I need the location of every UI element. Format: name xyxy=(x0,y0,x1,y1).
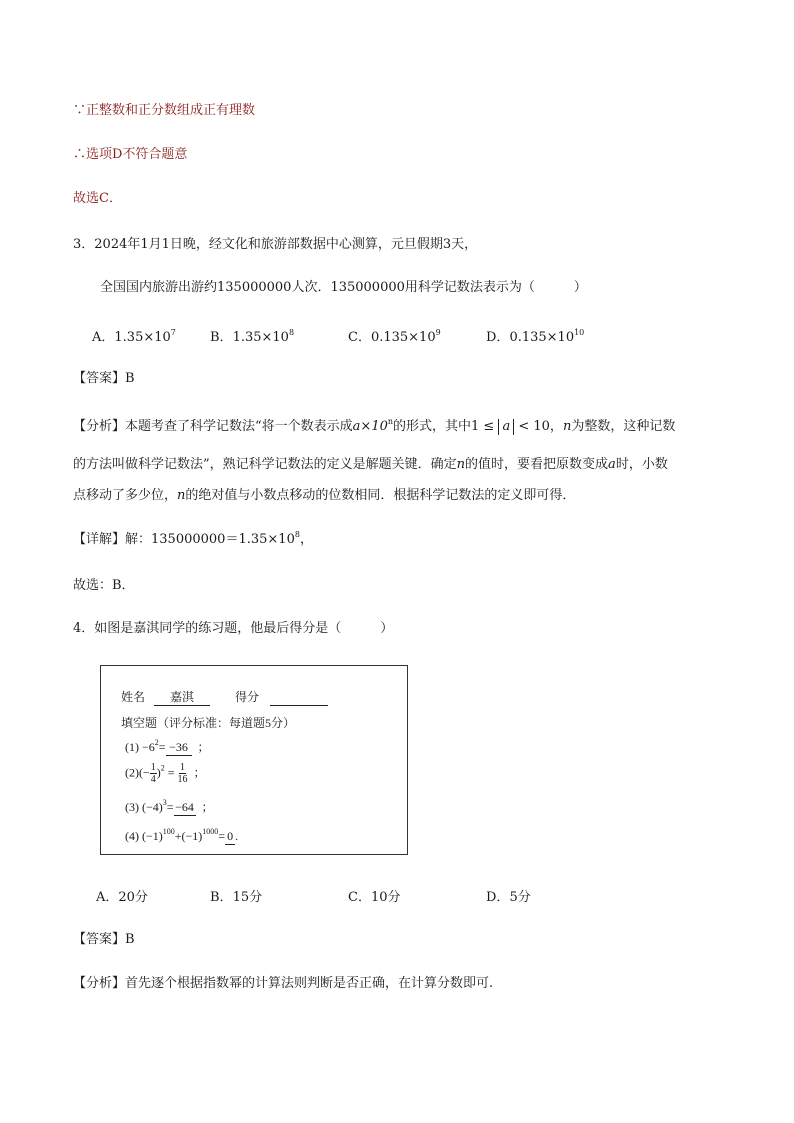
q3-stem-2: 全国国内旅游出游约135000000人次．135000000用科学记数法表示为（ ） xyxy=(100,280,587,295)
q3-option-c[interactable]: C．$0.135\times 10^9$ xyxy=(348,328,441,345)
q3-option-b[interactable]: B．$1.35\times 10^8$ xyxy=(210,328,295,345)
q3-analysis-1: 【分析】本题考查了科学记数法“将一个数表示成$a\times 10^n$的形式，其中1 ≤ a < 10，n为整数，这种记数 xyxy=(73,417,676,434)
card-problem-4: (4) $(-1)^{100}+(-1)^{1000}= 0$ . xyxy=(125,827,239,843)
card-title: 填空题（评分标准：每道题5分） xyxy=(121,716,296,730)
choice-line: 故选C． xyxy=(73,191,122,206)
card-problem-3: (3) $(-4)^3= -64$ ； xyxy=(125,798,214,814)
q4-stem: 4．如图是嘉淇同学的练习题，他最后得分是（ ） xyxy=(73,621,394,636)
q4-analysis: 【分析】首先逐个根据指数幂的计算法则判断是否正确，在计算分数即可. xyxy=(73,976,494,991)
exercise-card xyxy=(100,665,408,855)
q3-option-d[interactable]: D．$0.135\times 10^{10}$ xyxy=(486,328,585,345)
reason-line: ∵正整数和正分数组成正有理数 xyxy=(73,103,256,118)
score-blank xyxy=(270,690,328,706)
q3-analysis-2: 的方法叫做科学记数法”，熟记科学记数法的定义是解题关键．确定n的值时，要看把原数变成a时，小数 xyxy=(73,457,668,472)
q3-analysis-3: 点移动了多少位，n的绝对值与小数点移动的位数相同．根据科学记数法的定义即可得． xyxy=(73,488,576,503)
q4-option-a[interactable]: A．20分 xyxy=(96,890,148,905)
card-name-row xyxy=(121,688,328,706)
name-value: 嘉淇 xyxy=(154,688,210,706)
q3-stem-1: 3．2024年1月1日晚，经文化和旅游部数据中心测算，元旦假期3天， xyxy=(73,237,478,252)
name-label: 姓名 xyxy=(121,690,146,704)
q4-option-d[interactable]: D．5分 xyxy=(486,890,531,905)
q3-conclusion: 故选：B． xyxy=(73,578,135,593)
card-problem-2: (2)(− $\frac{1}{4}$ )$^2$ = $\frac{1}{16}$ ； xyxy=(125,762,206,785)
q4-option-c[interactable]: C．10分 xyxy=(348,890,401,905)
conclusion-line: ∴选项D不符合题意 xyxy=(73,147,188,162)
q3-answer: 【答案】B xyxy=(73,371,135,386)
q3-detail: 【详解】解：$135000000=1.35\times 10^8$， xyxy=(73,530,313,547)
q4-option-b[interactable]: B．15分 xyxy=(210,890,263,905)
q4-answer: 【答案】B xyxy=(73,932,135,947)
q3-option-a[interactable]: A．$1.35\times 10^7$ xyxy=(92,328,176,345)
card-problem-1: $(1) -6^2= -36$ ； xyxy=(125,738,210,754)
score-label: 得分 xyxy=(235,690,260,704)
